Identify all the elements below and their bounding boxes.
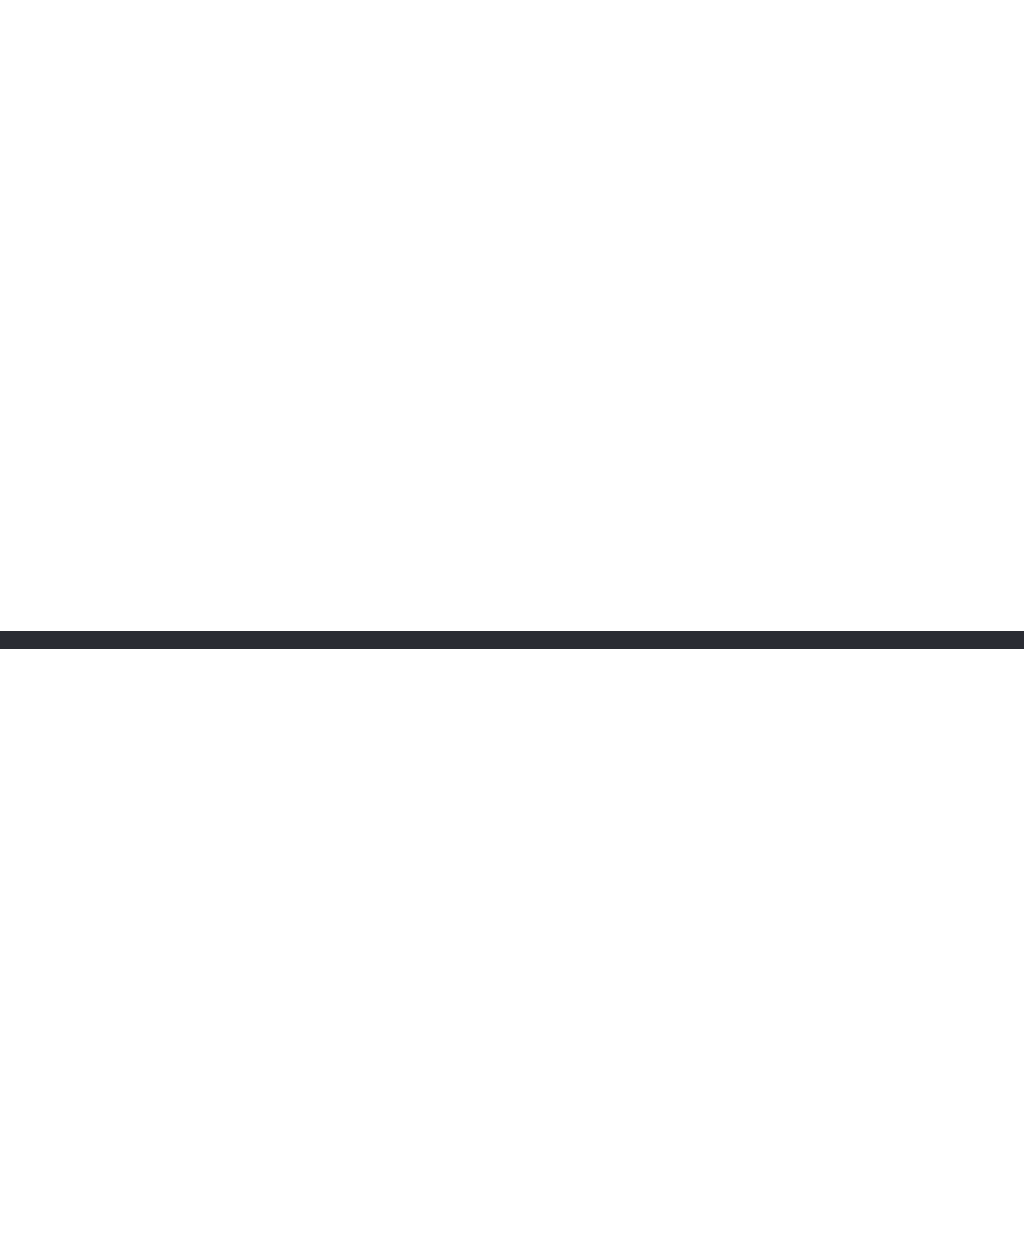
screenshot-divider-bar	[0, 631, 1024, 649]
